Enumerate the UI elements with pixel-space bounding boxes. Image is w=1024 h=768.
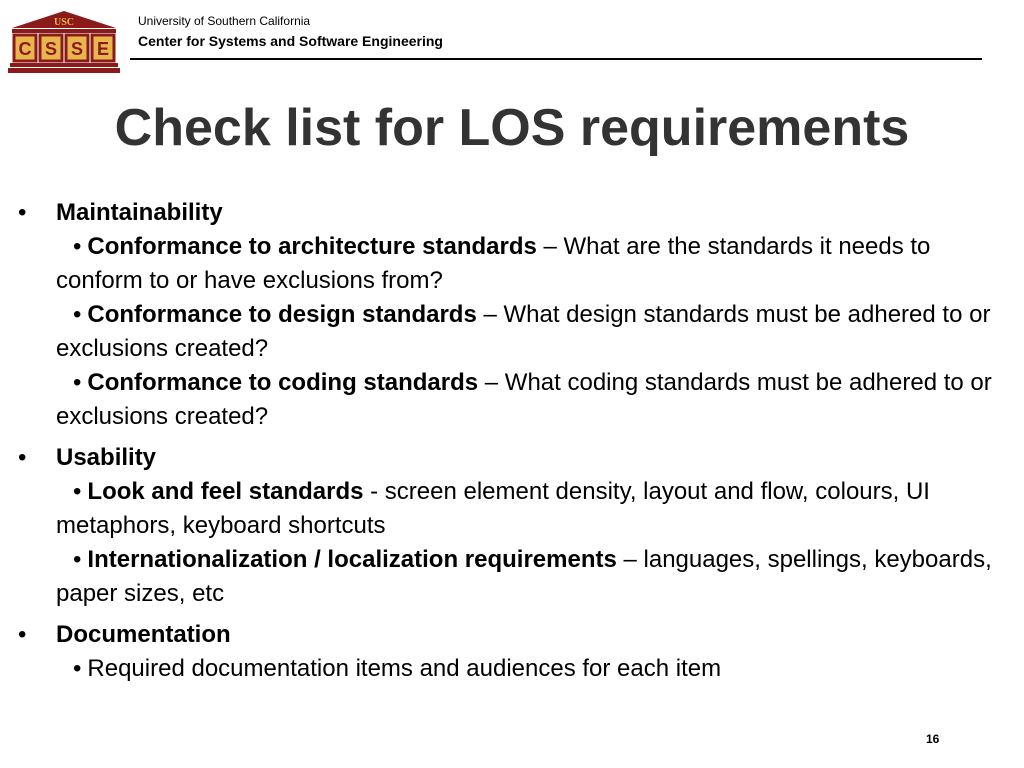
sub-item-term: Internationalization / localization requirements [87, 546, 617, 573]
bullet: • [18, 444, 27, 471]
logo-usc-text: USC [53, 17, 75, 28]
svg-text:S: S [70, 39, 84, 59]
section-title: Maintainability [56, 199, 223, 226]
sub-bullet: • [73, 301, 82, 328]
sub-item-text: - screen element density, layout and flow, colours, UI metaphors, keyboard shortcuts [56, 478, 930, 539]
sub-item-term: Look and feel standards [87, 478, 364, 505]
section-maintainability [16, 196, 1001, 434]
sub-item-term: Conformance to design standards [87, 301, 477, 328]
sub-item [56, 543, 1001, 611]
sub-bullet: • [73, 369, 82, 396]
svg-text:E: E [96, 39, 110, 59]
sub-item [56, 475, 1001, 543]
org-university-name: University of Southern California [138, 14, 311, 28]
slide-content [16, 196, 1001, 693]
logo-letter-blocks [14, 35, 114, 61]
svg-text:S: S [44, 39, 58, 59]
usc-csse-logo [8, 10, 120, 74]
sub-item-text: – What coding standards must be adhered to or exclusions created? [56, 369, 992, 430]
sub-bullet: • [73, 546, 82, 573]
sub-item [56, 366, 1001, 434]
sub-item-term: Conformance to architecture standards [87, 233, 537, 260]
sub-item-text: – languages, spellings, keyboards, paper sizes, etc [56, 546, 992, 607]
section-title: Usability [56, 444, 157, 471]
header-divider [130, 58, 982, 60]
sub-item [56, 652, 1001, 686]
page-number: 16 [926, 732, 940, 746]
sub-item-term: Conformance to coding standards [87, 369, 479, 396]
sub-bullet: • [73, 233, 82, 260]
section-title: Documentation [56, 621, 231, 648]
section-usability [16, 441, 1001, 611]
sub-bullet: • [73, 478, 82, 505]
slide-title: Check list for LOS requirements [114, 99, 910, 157]
org-center-name: Center for Systems and Software Engineering [138, 33, 443, 49]
section-documentation [16, 618, 1001, 686]
bullet: • [18, 199, 27, 226]
sub-item [56, 230, 1001, 298]
sub-bullet: • [73, 655, 82, 682]
sub-item [56, 298, 1001, 366]
sub-item-text: Required documentation items and audiences for each item [87, 655, 722, 682]
sub-item-text: – What are the standards it needs to conform to or have exclusions from? [56, 233, 931, 294]
sub-item-text: – What design standards must be adhered to or exclusions created? [56, 301, 991, 362]
bullet: • [18, 621, 27, 648]
svg-text:C: C [18, 39, 32, 59]
